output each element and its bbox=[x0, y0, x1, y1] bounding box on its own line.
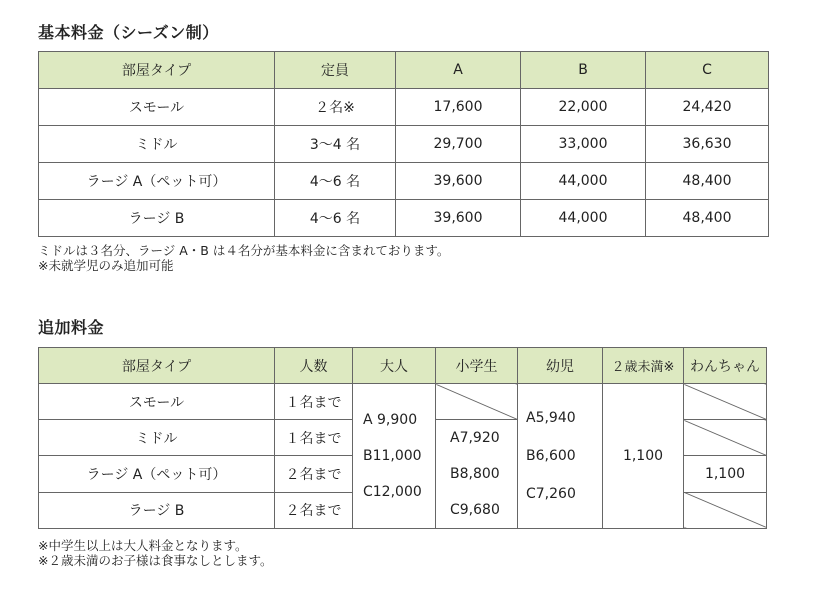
not-applicable-cell bbox=[684, 384, 767, 420]
header-dog: わんちゃん bbox=[684, 348, 767, 384]
header-infant: 幼児 bbox=[518, 348, 603, 384]
price-c: 48,400 bbox=[646, 163, 769, 200]
basic-fee-table bbox=[38, 51, 769, 237]
basic-fee-title: 基本料金（シーズン制） bbox=[38, 23, 219, 42]
header-room-type: 部屋タイプ bbox=[39, 52, 275, 89]
header-season-a: A bbox=[396, 52, 521, 89]
table-row bbox=[39, 89, 769, 126]
basic-fee-notes bbox=[38, 243, 449, 273]
price-b: 22,000 bbox=[521, 89, 646, 126]
infant-prices bbox=[518, 384, 603, 529]
capacity: 3〜4 名 bbox=[275, 126, 396, 163]
infant-price-a: A5,940 bbox=[526, 410, 576, 426]
adult-prices bbox=[353, 384, 436, 529]
room-name: スモール bbox=[39, 384, 275, 420]
room-name: ラージ A（ペット可） bbox=[39, 456, 275, 492]
table-row bbox=[39, 384, 767, 420]
person-limit: １名まで bbox=[275, 384, 353, 420]
elementary-price-c: C9,680 bbox=[450, 502, 500, 518]
infant-price-b: B6,600 bbox=[526, 448, 576, 464]
adult-price-b: B11,000 bbox=[363, 448, 422, 464]
under-2-price: 1,100 bbox=[603, 384, 684, 529]
price-a: 17,600 bbox=[396, 89, 521, 126]
elementary-price-b: B8,800 bbox=[450, 466, 500, 482]
header-season-c: C bbox=[646, 52, 769, 89]
note-line: ※２歳未満のお子様は食事なしとします。 bbox=[38, 553, 273, 568]
price-c: 48,400 bbox=[646, 200, 769, 237]
room-name: ラージ B bbox=[39, 200, 275, 237]
price-a: 29,700 bbox=[396, 126, 521, 163]
elementary-price-a: A7,920 bbox=[450, 430, 500, 446]
table-row bbox=[39, 200, 769, 237]
price-a: 39,600 bbox=[396, 200, 521, 237]
room-name: ミドル bbox=[39, 420, 275, 456]
price-c: 24,420 bbox=[646, 89, 769, 126]
elementary-prices bbox=[436, 420, 518, 529]
person-limit: １名まで bbox=[275, 420, 353, 456]
header-room-type: 部屋タイプ bbox=[39, 348, 275, 384]
header-adult: 大人 bbox=[353, 348, 436, 384]
capacity: ２名※ bbox=[275, 89, 396, 126]
infant-price-c: C7,260 bbox=[526, 486, 576, 502]
room-name: ミドル bbox=[39, 126, 275, 163]
header-elementary: 小学生 bbox=[436, 348, 518, 384]
extra-fee-notes bbox=[38, 538, 272, 568]
price-c: 36,630 bbox=[646, 126, 769, 163]
price-b: 33,000 bbox=[521, 126, 646, 163]
table-row bbox=[39, 126, 769, 163]
room-name: ラージ A（ペット可） bbox=[39, 163, 275, 200]
price-b: 44,000 bbox=[521, 163, 646, 200]
extra-fee-table bbox=[38, 347, 767, 529]
person-limit: ２名まで bbox=[275, 492, 353, 528]
table-row bbox=[39, 163, 769, 200]
note-line: ※中学生以上は大人料金となります。 bbox=[38, 538, 248, 553]
not-applicable-cell bbox=[436, 384, 518, 420]
capacity: 4〜6 名 bbox=[275, 200, 396, 237]
room-name: スモール bbox=[39, 89, 275, 126]
not-applicable-cell bbox=[684, 420, 767, 456]
capacity: 4〜6 名 bbox=[275, 163, 396, 200]
not-applicable-cell bbox=[684, 492, 767, 528]
basic-header-row bbox=[39, 52, 769, 89]
header-under-2: ２歳未満※ bbox=[603, 348, 684, 384]
adult-price-a: A 9,900 bbox=[363, 412, 418, 428]
adult-price-c: C12,000 bbox=[363, 484, 422, 500]
header-capacity: 定員 bbox=[275, 52, 396, 89]
extra-header-row bbox=[39, 348, 767, 384]
room-name: ラージ B bbox=[39, 492, 275, 528]
dog-price: 1,100 bbox=[684, 456, 767, 492]
person-limit: ２名まで bbox=[275, 456, 353, 492]
price-b: 44,000 bbox=[521, 200, 646, 237]
note-line: ※未就学児のみ追加可能 bbox=[38, 258, 174, 273]
header-season-b: B bbox=[521, 52, 646, 89]
note-line: ミドルは３名分、ラージ A・B は４名分が基本料金に含まれております。 bbox=[38, 243, 450, 258]
price-a: 39,600 bbox=[396, 163, 521, 200]
header-persons: 人数 bbox=[275, 348, 353, 384]
extra-fee-title: 追加料金 bbox=[38, 318, 105, 337]
